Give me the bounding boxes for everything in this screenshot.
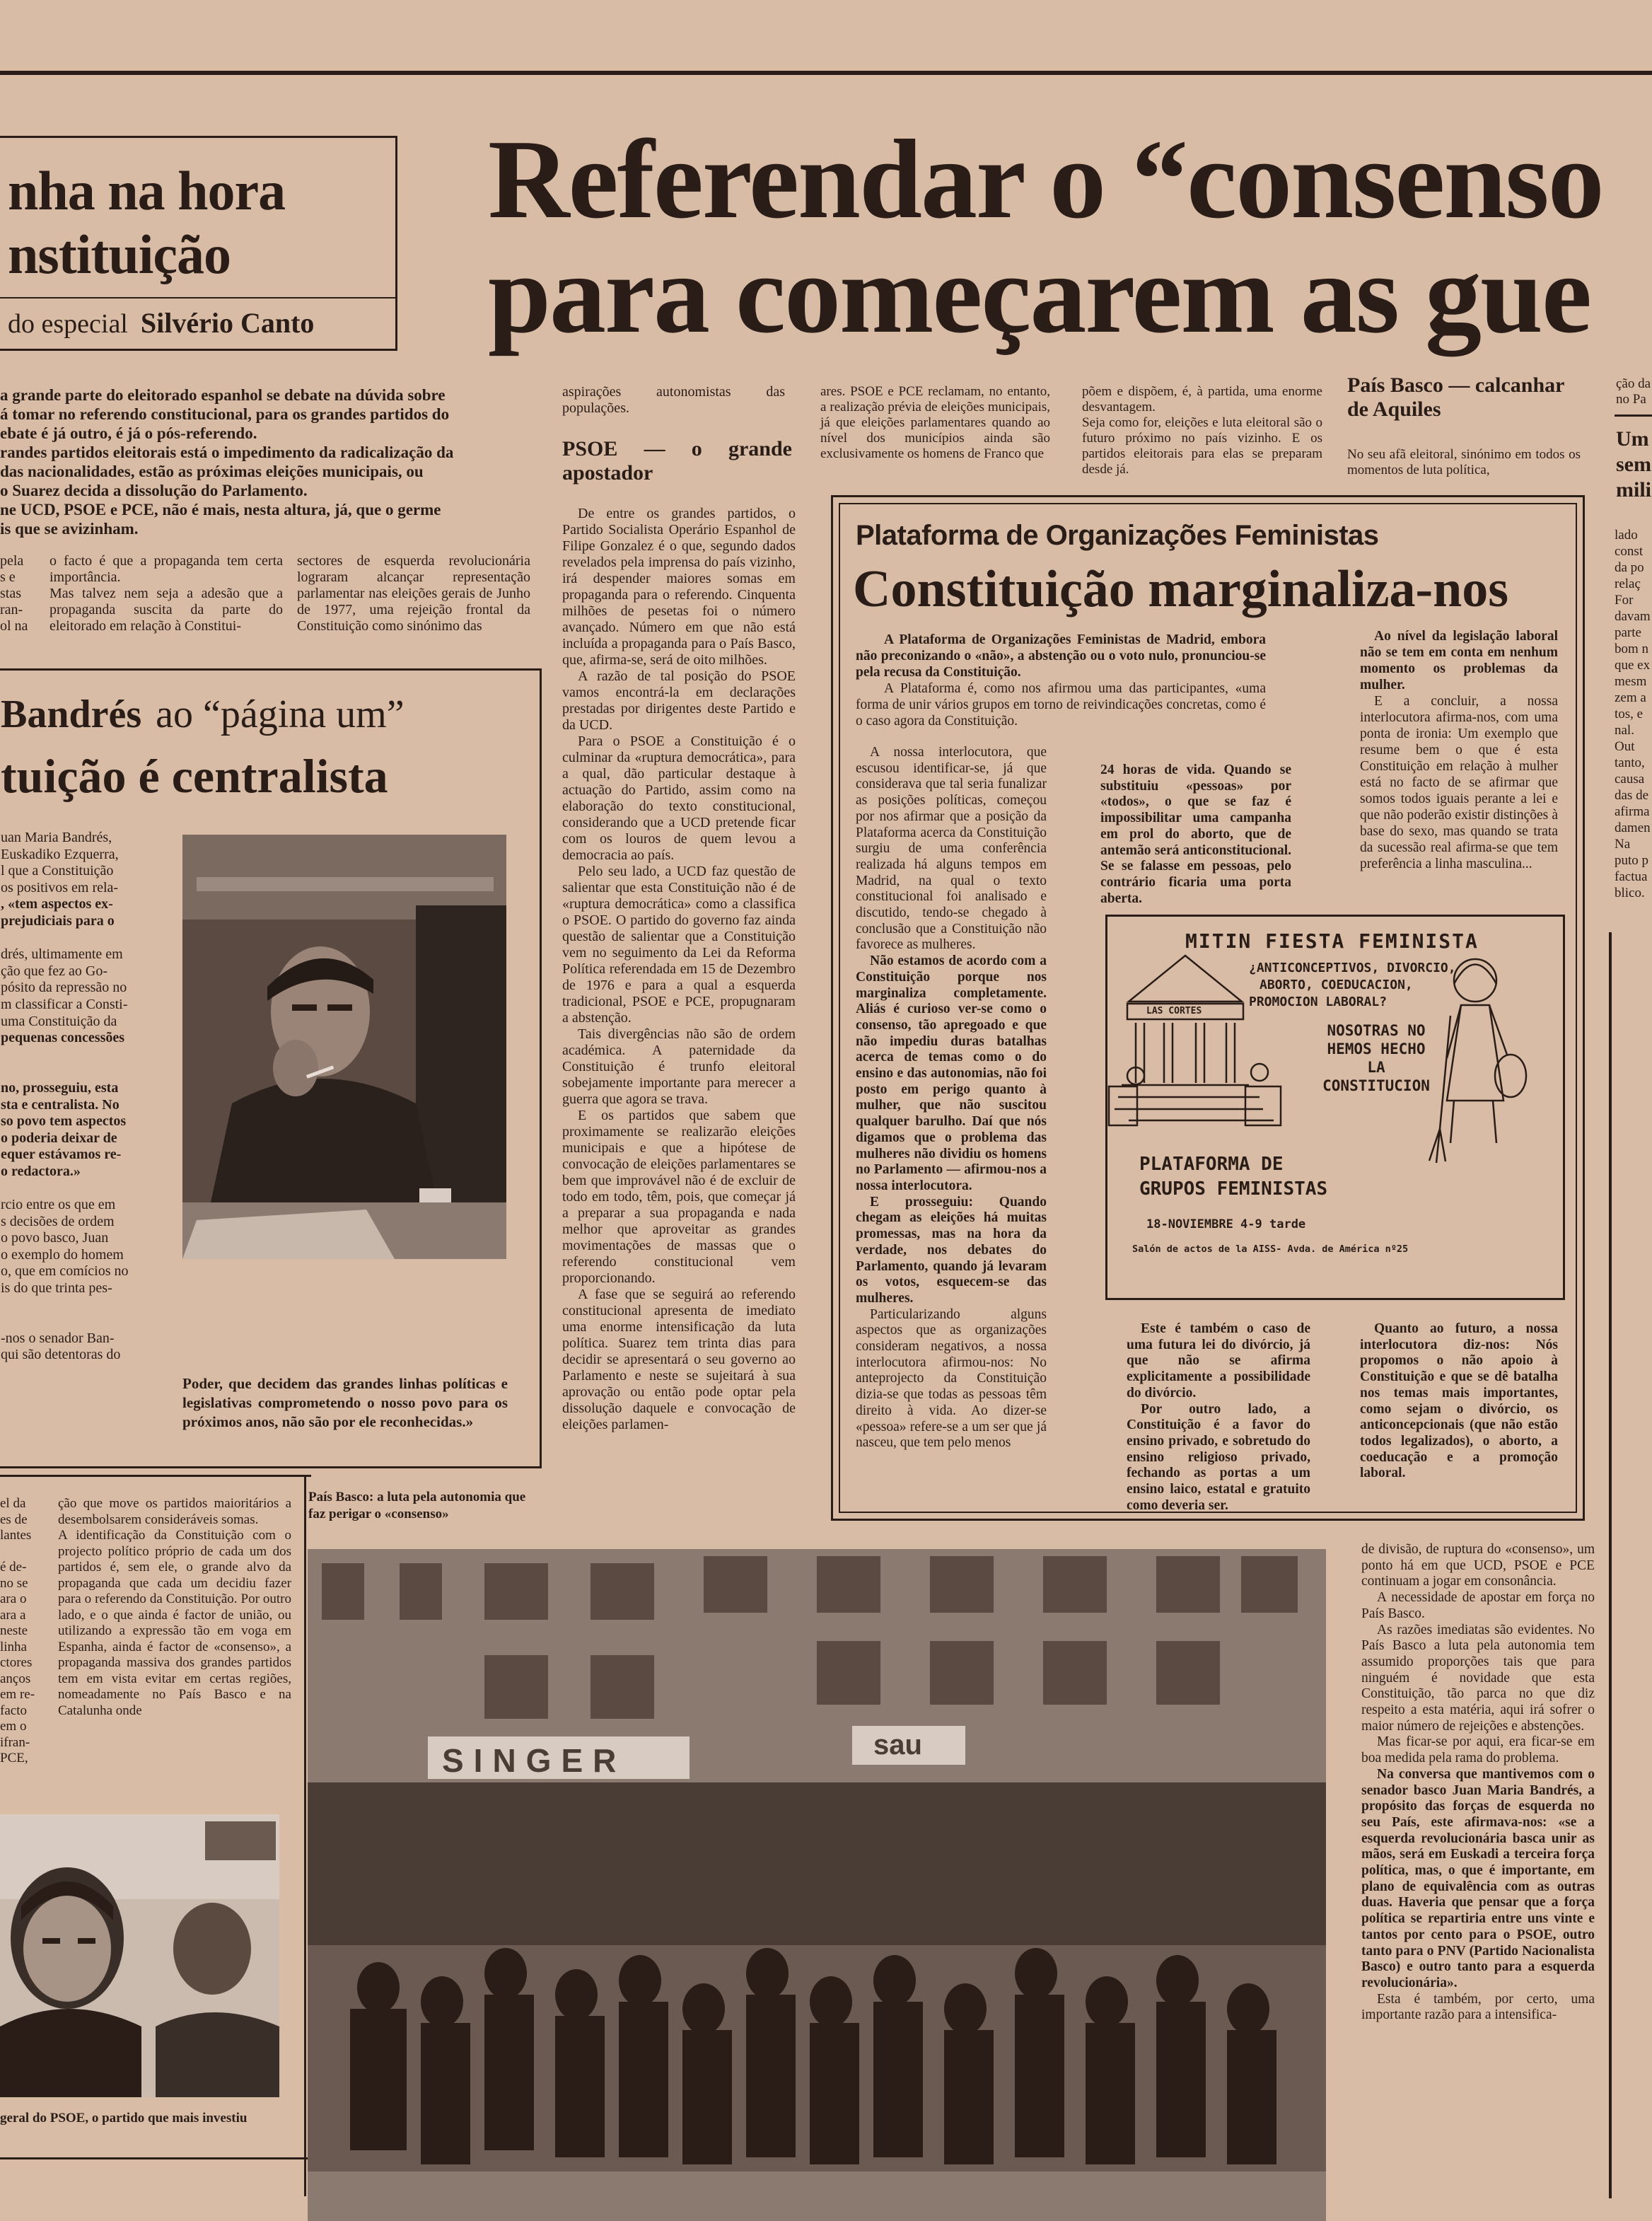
far-right-rule xyxy=(1615,414,1652,417)
pais-basco-head: País Basco — calcanhar de Aquiles xyxy=(1347,373,1564,421)
bandres-line: ção que fez ao Go- xyxy=(1,963,108,979)
bandres-name: Bandrés xyxy=(1,692,142,736)
lower-right-paragraph: A necessidade de apostar em força no País Basco. xyxy=(1361,1590,1595,1621)
feminist-lead-1: A Plataforma de Organizações Feministas de Madrid, embora não preconizando o «não», a abstenção ou o voto nulo, pronunciou-se pela recusa da Constituição. xyxy=(856,632,1266,680)
top-rule xyxy=(0,71,1652,75)
poster-org-2: GRUPOS FEMINISTAS xyxy=(1139,1178,1328,1200)
feminist-col2-b: Este é também o caso de uma futura lei do divórcio, já que não se afirma explicitamente a possibilidade do divórcio. xyxy=(1127,1321,1310,1401)
poster-title: MITIN FIESTA FEMINISTA xyxy=(1185,929,1479,953)
bandres-line: no, prosseguiu, esta xyxy=(1,1079,119,1096)
feminist-poster xyxy=(1105,915,1565,1300)
mid-paragraph: Tais divergências não são de ordem académica. A paternidade da Constituição é trunfo eleitoral sobejamente importante para merecer a guerra que agora se trava. xyxy=(562,1026,796,1107)
bandres-line xyxy=(1,1180,149,1197)
intro-line: a grande parte do eleitorado espanhol se debate na dúvida sobre xyxy=(0,386,446,404)
street-photo-image xyxy=(308,1549,1326,2221)
intro-line: o Suarez decida a dissolução do Parlamento. xyxy=(0,482,308,499)
shop-sign-1: SINGER xyxy=(442,1742,627,1779)
headline-line-2: para começarem as gue xyxy=(488,231,1591,356)
psoe-photo-image xyxy=(0,1814,279,2097)
byline-name: Silvério Canto xyxy=(140,307,315,339)
lower-col-2: ção que move os partidos maioritários a desembolsarem consideráveis somas. A identificação da Constituição com o projecto político próprio de cada um dos partidos é, sem ele, o grande alvo da propaganda que cada um decidiu fazer para o referendo da Constituição. Por outro lado, e o que ainda é factor de união, ou utilizando a expressão tão em voga em Espanha, ainda é factor de «consenso», a propaganda massiva dos grandes partidos tem em vista evitar em certas regiões, nomeadamente no País Basco e na Catalunha onde xyxy=(58,1496,291,1718)
photo-caption-1: País Basco: a luta pela autonomia que faz perigar o «consenso» xyxy=(308,1490,526,1521)
byline-prefix: do especial xyxy=(8,309,128,339)
lower-right-paragraph: Mas ficar-se por aqui, era ficar-se em boa medida pela rama do problema. xyxy=(1361,1734,1595,1766)
col-a-fragment: pela s e stas ran- ol na xyxy=(0,553,28,634)
feminist-side xyxy=(1360,628,1558,872)
bandres-line: sta e centralista. No xyxy=(1,1096,120,1113)
poster-building-label: LAS CORTES xyxy=(1146,1006,1202,1016)
poster-speech-3: LA xyxy=(1367,1059,1385,1076)
bandres-line: rcio entre os que em xyxy=(1,1197,116,1213)
mid-paragraph: A fase que se seguirá ao referendo constitucional apresenta de imediato uma enorme intensificação da luta política. Suarez tem trinta dias para decidir se apresentará o seu governo ao Parlamento e neste se sujeitará à sua aprovação ou então pode optar pela dissolução daquele e convocação de eleições parlamen- xyxy=(562,1287,796,1432)
poster-org-1: PLATAFORMA DE xyxy=(1139,1154,1284,1175)
bandres-line: o redactora.» xyxy=(1,1163,81,1179)
far-right-head: Um sem mili xyxy=(1616,427,1651,501)
left-title-box xyxy=(0,136,397,351)
bandres-line: drés, ultimamente em xyxy=(1,946,123,963)
poster-line-3: PROMOCION LABORAL? xyxy=(1249,994,1388,1009)
bandres-line xyxy=(1,1063,149,1080)
bandres-title-2: tuição é centralista xyxy=(1,749,388,803)
left-title-line-1: nha na hora xyxy=(8,160,286,221)
feminist-side-1: Ao nível da legislação laboral não se tem em conta em nenhum momento os problemas da mulher. xyxy=(1360,629,1558,692)
feminist-side-2: E a concluir, a nossa interlocutora afirma-nos, com uma ponta de ironia: Um exemplo que resume bem o que é esta Constituição em relação à mulher está no facto de se afirmar que somos todos iguais perante a lei e que não poderão existir distinções à base do sexo, mas quando se trata da sucessão real afirma-se que tem preferência a linha masculina... xyxy=(1360,694,1558,871)
intro-line: ebate é já outro, é já o pós-referendo. xyxy=(0,424,257,442)
bandres-line: equer estávamos re- xyxy=(1,1147,122,1163)
lower-vertical-rule xyxy=(304,1475,306,2196)
far-right-vertical-rule xyxy=(1609,932,1612,2198)
bandres-title-1 xyxy=(1,692,405,737)
feminist-box xyxy=(831,495,1585,1521)
bandres-line: qui são detentoras do xyxy=(1,1347,121,1363)
bandres-line: , «tem aspectos ex- xyxy=(1,896,113,912)
feminist-col-1 xyxy=(856,745,1047,1451)
poster-speech-1: NOSOTRAS NO xyxy=(1327,1022,1426,1039)
feminist-col-3: Quanto ao futuro, a nossa interlocutora diz-nos: Nós propomos o não apoio à Constituição e que se dê batalha nos temas mais importantes, como sejam o divórcio, os anticoncepcionais (que não estão todos legalizados), o aborto, a coeducação e a promoção laboral. xyxy=(1360,1321,1558,1481)
bandres-line: uma Constituição da xyxy=(1,1013,117,1029)
bandres-line: is do que trinta pes- xyxy=(1,1280,112,1297)
feminist-title: Constituição marginaliza-nos xyxy=(853,560,1509,618)
poster-date: 18-NOVIEMBRE 4-9 tarde xyxy=(1146,1217,1306,1231)
street-photo xyxy=(308,1549,1326,2221)
bandres-photo xyxy=(182,835,506,1259)
headline-line-1: Referendar o “consenso xyxy=(488,116,1603,242)
bandres-box xyxy=(0,668,542,1468)
col-c-text: sectores de esquerda revolucionária lograram alcançar representação parlamentar nas eleições gerais de Junho de 1977, uma rejeição frontal da Constituição como sinónimo das xyxy=(297,553,530,634)
mid-paragraph: De entre os grandes partidos, o Partido Socialista Operário Espanhol de Filipe Gonzalez é o que, segundo dados revelados pela imprensa do país vizinho, irá despender maiores somas em propaganda para o referendo. Cinquenta milhões de pesetas foi o número avançado. Número em que não está incluída a propaganda para o País Basco, que, afirma-se, será de oito milhões. xyxy=(562,506,796,668)
bandres-line: o poderia deixar de xyxy=(1,1130,117,1146)
lower-right-paragraph: Na conversa que mantivemos com o senador basco Juan Maria Bandrés, a propósito das forças de esquerda no seu País, este afirmava-nos: «se a esquerda revolucionária basca unir as mãos, será em Euskadi a terceira força política, mas, o que é importante, em plano de equivalência com as outras duas. Haveria que pensar que a força política se repartiria entre uns vinte e tantos por cento para o PSOE, outro tanto para o PNV (Partido Nacionalista Basco) e outro tanto para a esquerda revolucionária». xyxy=(1361,1766,1595,1990)
poster-line-1: ¿ANTICONCEPTIVOS, DIVORCIO, xyxy=(1249,961,1456,975)
intro-line: randes partidos eleitorais está o impedimento da radicalização da xyxy=(0,443,454,461)
far-right-col: lado const da po relaç For davam parte bom n que ex mesm zem a tos, e nal. Out tanto, causa das de afirma damen Na puto p factua blico. xyxy=(1615,528,1651,900)
bandres-line: l que a Constituição xyxy=(1,863,114,879)
bandres-line: Euskadiko Ezquerra, xyxy=(1,846,119,862)
photo-caption-2: geral do PSOE, o partido que mais investiu xyxy=(0,2111,248,2126)
mid-paragraph: A razão de tal posição do PSOE vamos encontrá-la em declarações prestadas por dirigentes deste Partido e da UCD. xyxy=(562,668,796,733)
bandres-line: os positivos em rela- xyxy=(1,879,119,895)
bandres-quote: Poder, que decidem das grandes linhas políticas e legislativas comprometendo o nosso povo para os próximos anos, não são por ele reconhecidas.» xyxy=(182,1375,508,1430)
lower-right-paragraph: As razões imediatas são evidentes. No País Basco a luta pela autonomia tem assumido proporções tais que para ninguém é novidade que esta Constituição, tão parca no que diz respeito a esta matéria, aqui irá sofrer o maior número de rejeições e abstenções. xyxy=(1361,1622,1595,1734)
bandres-line xyxy=(1,1047,149,1064)
left-title-line-2: nstituição xyxy=(8,224,231,285)
bandres-title-rest: ao “página um” xyxy=(156,692,405,736)
col-r1: ares. PSOE e PCE reclamam, no entanto, a realização prévia de eleições municipais, já que eleições parlamentares quando ao nível dos municípios ainda são exclusivamente os homens de Franco que xyxy=(820,384,1050,461)
bandres-line: -nos o senador Ban- xyxy=(1,1330,115,1346)
poster-speech-2: HEMOS HECHO xyxy=(1327,1040,1426,1057)
far-right-top: ção da no Pa xyxy=(1616,376,1651,407)
intro-line: is que se avizinham. xyxy=(0,520,139,538)
byline xyxy=(8,306,314,340)
bandres-line xyxy=(1,930,149,947)
bandres-line: s decisões de ordem xyxy=(1,1213,115,1229)
psoe-subhead: PSOE — o grande apostador xyxy=(562,437,792,485)
lower-right-column xyxy=(1361,1542,1595,2024)
feminist-col1-b: Não estamos de acordo com a Constituição porque nos marginaliza completamente. Aliás é curioso ver-se como o consenso, tão apregoado e que não impediu duras batalhas acerca de temas como o do ensino e das autonomias, não foi posto em perigo quanto à mulher, que não suscitou qualquer barulho. Daí que nós digamos que o problema das mulheres não dividiu os homens no Parlamento — afirmou-nos a nossa interlocutora. xyxy=(856,953,1047,1193)
intro-line: á tomar no referendo constitucional, para os grandes partidos do xyxy=(0,405,450,423)
feminist-col-2b xyxy=(1127,1321,1310,1514)
feminist-col-2: 24 horas de vida. Quando se substituiu «pessoas» por «todos», o que se faz é impossibilitar uma campanha em prol do aborto, que de antemão será anticonstitucional. Se se falasse em pessoas, pelo contrário ficaria uma porta aberta. xyxy=(1100,762,1291,906)
poster-speech-4: CONSTITUCION xyxy=(1322,1077,1430,1094)
mid-paragraph: E os partidos que sabem que proximamente se realizarão eleições municipais e que a hipótese de convocação de eleições parlamentares se bem que improvável não é de excluir de todo em todo, têm, pois, que começar já a preparar a sua propaganda e nada melhor que aproveitar as grandes movimentações de massas que o referendo constitucional vem proporcionando. xyxy=(562,1108,796,1286)
col-b-text: o facto é que a propaganda tem certa importância. Mas talvez nem seja a adesão que a propaganda suscita da parte do eleitorado em relação à Constitui- xyxy=(50,553,283,634)
feminist-kicker: Plataforma de Organizações Feministas xyxy=(856,520,1379,551)
shop-sign-2: sau xyxy=(873,1729,922,1761)
lower-left-bottom-rule xyxy=(0,2157,311,2159)
bandres-line xyxy=(1,1297,149,1314)
bandres-line: uan Maria Bandrés, xyxy=(1,830,112,845)
lower-right-paragraph: de divisão, de ruptura do «consenso», um ponto há em que UCD, PSOE e PCE continuam a jogar em consonância. xyxy=(1361,1542,1595,1589)
feminist-col2-c: Por outro lado, a Constituição é a favor do ensino privado, e sobretudo do ensino religioso privado, fechando as portas a um ensino laico, estatal e gratuito como deveria ser. xyxy=(1127,1401,1310,1513)
psoe-photo xyxy=(0,1814,279,2097)
left-box-divider xyxy=(0,297,395,298)
bandres-line: pequenas concessões xyxy=(1,1030,125,1046)
feminist-lead-2: A Plataforma é, como nos afirmou uma das participantes, «uma forma de unir vários grupos em torno de reivindicações concretas, como é o caso agora da Constituição. xyxy=(856,681,1266,729)
bandres-line: o exemplo do homem xyxy=(1,1246,124,1263)
poster-speech xyxy=(1313,1021,1440,1095)
feminist-lead xyxy=(856,632,1266,729)
feminist-col1-c: E prosseguiu: Quando chegam as eleições há muitas promessas, mas na hora da verdade, nos debates do Parlamento, quando já levaram os votos, esquecem-se das mulheres. xyxy=(856,1194,1047,1306)
bandres-line xyxy=(1,1314,149,1330)
mid-column xyxy=(562,506,796,1433)
mid-paragraph: Para o PSOE a Constituição é o culminar da «ruptura democrática», para a qual, dão particular destaque à actuação do Partido, assim como na elaboração do texto constitucional, considerando que a UCD pretende ficar com os louros de quem levou a democracia ao país. xyxy=(562,733,796,863)
lower-left-rule xyxy=(0,1475,311,1477)
bandres-line: o povo basco, Juan xyxy=(1,1230,109,1246)
feminist-col1-a: A nossa interlocutora, que escusou identificar-se, já que considerava que tal seria funalizar as posições políticas, começou por nos afirmar que a posição da Plataforma acerca da Constituição surgiu de uma conferência realizada há alguns tempos em Madrid, na qual o texto constitucional foi analisado e discutido, tendo-se chegado à conclusão que a Constituição não favorece as mulheres. xyxy=(856,745,1047,953)
intro-line: ne UCD, PSOE e PCE, não é mais, nesta altura, já, que o germe xyxy=(0,501,441,518)
bandres-line: m classificar a Consti- xyxy=(1,996,128,1012)
bandres-photo-image xyxy=(182,835,506,1259)
lower-left-fragment: el da es de lantes é de- no se ara o ara a neste linha ctores anços em re- facto em o ifran- PCE, xyxy=(0,1496,35,1765)
bandres-line: pósito da repressão no xyxy=(1,980,127,996)
bandres-line: prejudiciais para o xyxy=(1,912,115,929)
poster-line-2: ABORTO, COEDUCACION, xyxy=(1260,978,1413,992)
intro-lead xyxy=(0,385,509,538)
col-r2: põem e dispõem, é, à partida, uma enorme desvantagem. Seja como for, eleições e luta eleitoral são o futuro próximo no país vizinho. E os partidos eleitorais para elas se preparam desde já. xyxy=(1082,384,1322,477)
bandres-column xyxy=(1,830,149,1364)
lower-right-paragraph: Esta é também, por certo, uma importante razão para a intensifica- xyxy=(1361,1991,1595,2023)
pais-basco-text: No seu afã eleitoral, sinónimo em todos os momentos de luta política, xyxy=(1347,447,1581,477)
bandres-line: o, que em comícios no xyxy=(1,1263,129,1280)
intro-line: das nacionalidades, estão as próximas eleições municipais, ou xyxy=(0,463,424,480)
feminist-col1-d: Particularizando alguns aspectos que as organizações consideram negativos, a nossa interlocutora afirmou-nos: No anteprojecto da Constituição dizia-se que todas as pessoas têm direito à vida. Ao dizer-se «pessoa» refere-se a um ser que já nasceu, que tem pelo menos xyxy=(856,1306,1047,1451)
poster-place: Salón de actos de la AISS- Avda. de América nº25 xyxy=(1132,1243,1409,1255)
mid-paragraph: Pelo seu lado, a UCD faz questão de salientar que esta Constituição não é de «ruptura democrática» como a classifica o PSOE. O partido do governo faz ainda questão de salientar que a Constituição vem no seguimento da Lei da Reforma Política referendada em 15 de Dezembro de 1976 e para a qual a esquerda tradicional, PSOE e PCE, propugnaram a abstenção. xyxy=(562,864,796,1026)
mid-col-top: aspirações autonomistas das populações. xyxy=(562,384,785,416)
bandres-line: so povo tem aspectos xyxy=(1,1113,127,1130)
